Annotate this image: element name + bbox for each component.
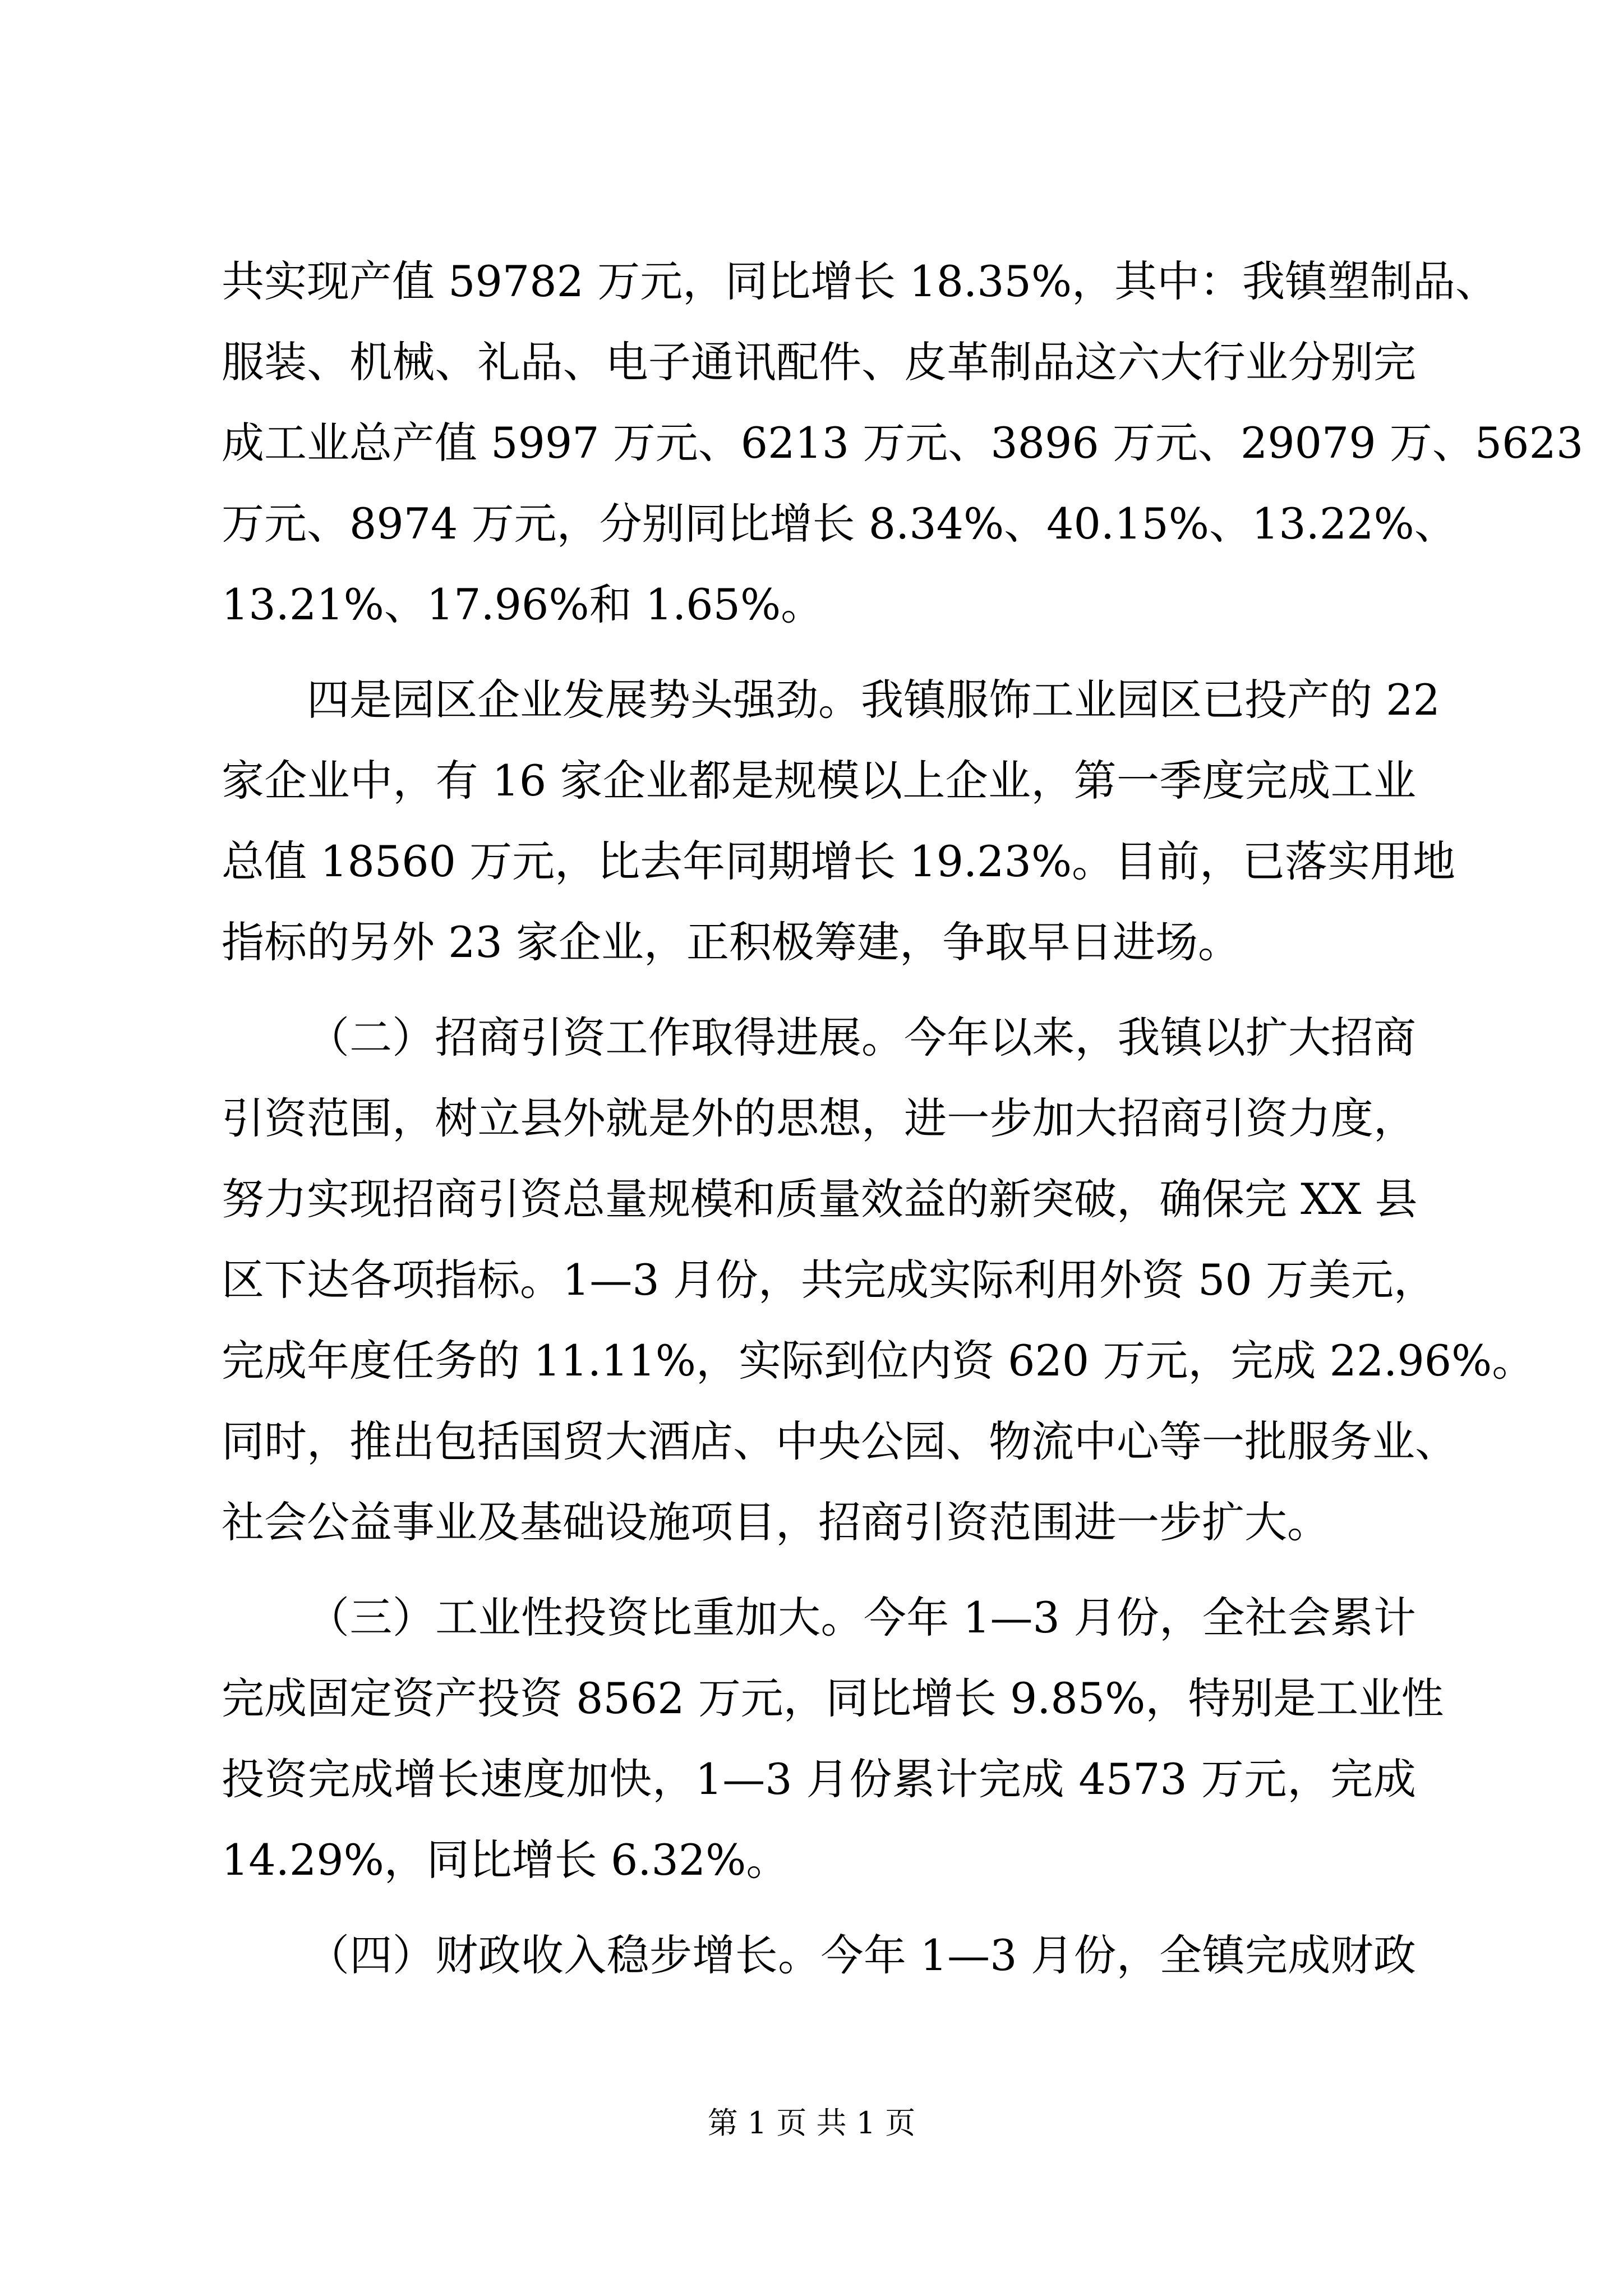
text-line: 区下达各项指标。1—3 月份，共完成实际利用外资 50 万美元，	[222, 1255, 1436, 1305]
page-footer: 第 1 页 共 1 页	[707, 2105, 916, 2141]
text-line: 服装、机械、礼品、电子通讯配件、皮革制品这六大行业分别完	[222, 337, 1416, 387]
text-line: 引资范围，树立县外就是外的思想，进一步加大招商引资力度，	[222, 1093, 1416, 1143]
text-line: 共实现产值 59782 万元，同比增长 18.35%，其中：我镇塑制品、	[222, 256, 1498, 306]
paragraph-gap	[222, 1901, 1416, 1915]
text-line: 努力实现招商引资总量规模和质量效益的新突破，确保完 XX 县	[222, 1174, 1418, 1224]
text-line: （四）财政收入稳步增长。今年 1—3 月份，全镇完成财政	[307, 1930, 1416, 1980]
text-line: 14.29%，同比增长 6.32%。	[222, 1835, 789, 1885]
text-line: 完成固定资产投资 8562 万元，同比增长 9.85%，特别是工业性	[222, 1673, 1444, 1723]
text-line: 总值 18560 万元，比去年同期增长 19.23%。目前，已落实用地	[222, 836, 1456, 886]
paragraph-gap	[222, 1563, 1416, 1577]
text-line: （二）招商引资工作取得进展。今年以来，我镇以扩大招商	[307, 1013, 1416, 1062]
document-body	[222, 241, 1584, 1996]
text-line: （三）工业性投资比重加大。今年 1—3 月份，全社会累计	[307, 1593, 1416, 1642]
text-line: 社会公益事业及基础设施项目，招商引资范围进一步扩大。	[222, 1497, 1330, 1547]
text-line: 万元、8974 万元，分别同比增长 8.34%、40.15%、13.22%、	[222, 499, 1457, 549]
text-line: 四是园区企业发展势头强劲。我镇服饰工业园区已投产的 22	[307, 675, 1440, 725]
text-line: 同时，推出包括国贸大酒店、中央公园、物流中心等一批服务业、	[222, 1416, 1458, 1466]
text-line: 指标的另外 23 家企业，正积极筹建，争取早日进场。	[222, 917, 1241, 967]
text-line: 家企业中，有 16 家企业都是规模以上企业，第一季度完成工业	[222, 756, 1416, 806]
paragraph-gap	[222, 645, 1416, 660]
paragraph-gap	[222, 983, 1416, 997]
text-line: 13.21%、17.96%和 1.65%。	[222, 579, 824, 629]
text-line: 成工业总产值 5997 万元、6213 万元、3896 万元、29079 万、5623	[222, 418, 1584, 468]
text-line: 完成年度任务的 11.11%，实际到位内资 620 万元，完成 22.96%。	[222, 1336, 1535, 1386]
text-line: 投资完成增长速度加快，1—3 月份累计完成 4573 万元，完成	[222, 1754, 1416, 1804]
